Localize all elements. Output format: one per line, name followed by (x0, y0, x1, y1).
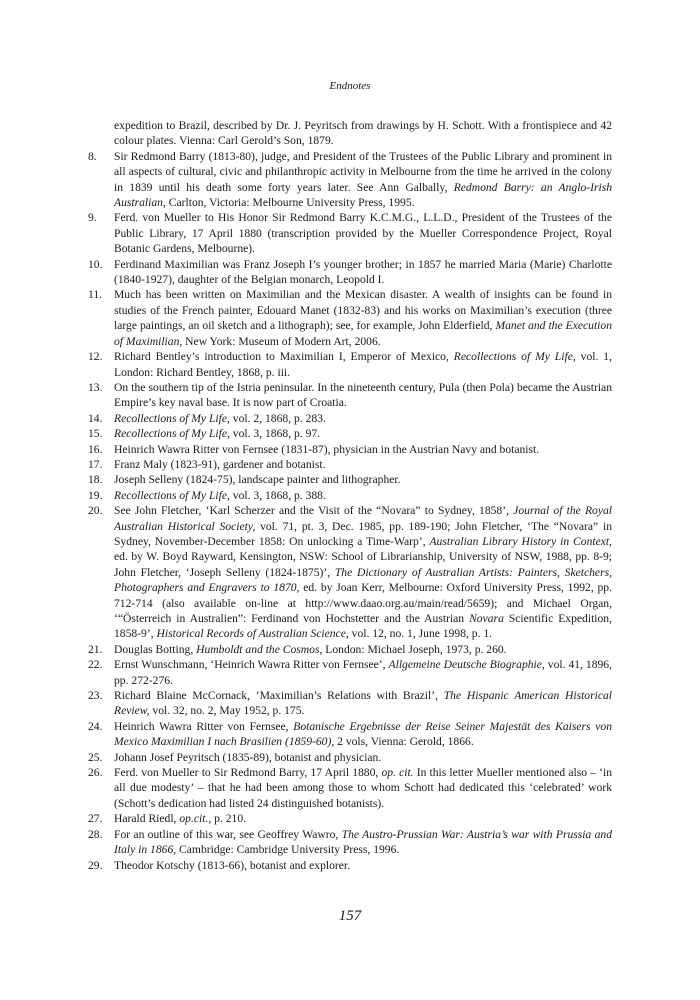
endnote-item (88, 750, 612, 765)
endnote-text (114, 765, 612, 811)
endnote-text-part: Douglas Botting, (114, 642, 197, 656)
endnote-text-part: Scientific Expedition, 1858-9’, (114, 612, 612, 641)
endnote-text-part: Joseph Selleny (1824-75), landscape painter and lithographer. (114, 473, 401, 487)
endnote-text-part: vol. 41, 1896, pp. 272-276. (114, 658, 612, 687)
endnote-item (88, 380, 612, 411)
endnote-item (88, 287, 612, 349)
endnote-text-part: , London: Michael Joseph, 1973, p. 260. (319, 642, 507, 656)
endnote-italic-title: Allgemeine Deutsche Biographie, (388, 658, 545, 672)
endnote-text-part: vol. 3, 1868, p. 388. (229, 488, 326, 502)
endnote-text-part: vol. 32, no. 2, May 1952, p. 175. (149, 704, 305, 718)
endnote-number: 12. (88, 350, 103, 364)
endnote-number: 23. (88, 689, 103, 703)
endnote-text-part: Franz Maly (1823-91), gardener and botanist. (114, 457, 326, 471)
endnote-number: 17. (88, 457, 103, 471)
endnote-text-part: Ferd. von Mueller to His Honor Sir Redmond Barry K.C.M.G., L.L.D., President of the Trustees of the Public Library, 17 April 1880 (transcription provided by the Mueller Correspondence Project, Royal Botanic Gardens, Melbourne). (114, 211, 612, 256)
endnote-number: 24. (88, 719, 103, 733)
endnote-text (114, 827, 612, 858)
endnote-text-part: ed. by W. Boyd Rayward, Kensington, NSW: School of Librarianship, University of NSW, 1988, pp. 8-9; John Fletcher, ‘Joseph Selleny (1824-1875)’, (114, 550, 612, 579)
endnote-text-part: Theodor Kotschy (1813-66), botanist and explorer. (114, 858, 351, 872)
endnote-text-part: On the southern tip of the Istria peninsular. In the nineteenth century, Pula (then Pola) became the Austrian Empire’s key naval base. It is now part of Croatia. (114, 380, 612, 410)
endnote-text (114, 811, 612, 826)
endnote-text-part: vol. 71, pt. 3, Dec. 1985, pp. 189-190; John Fletcher, ‘The “Novara” in Sydney, November-December 1858: On unlocking a Time-Warp’, (114, 519, 612, 548)
endnote-number: 10. (88, 257, 103, 271)
endnotes-list (88, 118, 612, 873)
endnote-italic-title: The Austro-Prussian War: Austria’s war with Prussia and Italy in 1866 (114, 827, 612, 857)
endnote-text-part: See John Fletcher, ‘Karl Scherzer and the Visit of the “Novara” to Sydney, 1858’, (114, 504, 514, 518)
endnote-item (88, 426, 612, 441)
endnote-number: 25. (88, 750, 103, 764)
endnote-item (88, 210, 612, 256)
endnote-text (114, 457, 612, 472)
endnote-italic-title: Novara (469, 612, 504, 625)
endnote-text-part: , Cambridge: Cambridge University Press, 1996. (173, 843, 400, 857)
endnote-italic-title: Recollections of My Life, (114, 427, 230, 441)
endnote-italic-title: Historical Records of Australian Science, (156, 627, 349, 641)
endnote-number: 11. (88, 288, 103, 302)
endnote-item (88, 858, 612, 873)
endnote-item (88, 657, 612, 688)
endnote-text-part: p. 210. (211, 812, 247, 826)
endnote-item (88, 811, 612, 826)
endnote-italic-title: Manet and the Execution of Maximilian (114, 319, 612, 348)
endnote-text (114, 349, 612, 380)
endnote-text (114, 719, 612, 750)
endnote-number: 8. (88, 149, 97, 163)
endnote-text (114, 472, 612, 487)
endnote-item (88, 765, 612, 811)
endnote-text (114, 657, 612, 688)
endnote-italic-title: The Dictionary of Australian Artists: Painters, Sketchers, Photographers and Engravers to 1870, (114, 565, 612, 595)
endnote-italic-title: Recollections of My Life, (114, 488, 230, 502)
endnote-item (88, 688, 612, 719)
endnote-number: 29. (88, 858, 103, 872)
endnote-item (88, 503, 612, 642)
endnote-text (114, 287, 612, 349)
endnote-text-part: Sir Redmond Barry (1813-80), judge, and President of the Trustees of the Public Library and prominent in all aspects of cultural, civic and philanthropic activity in Melbourne from the time he arrived in the colony in 1839 until his death some forty years later. See Ann Galbally, (114, 149, 612, 194)
endnote-text-part: , 2 vols, Vienna: Gerold, 1866. (331, 735, 474, 749)
endnote-text-part: Heinrich Wawra Ritter von Fernsee, (114, 719, 294, 733)
endnote-item (88, 442, 612, 457)
endnote-item (88, 488, 612, 503)
endnote-text-part: Ferd. von Mueller to Sir Redmond Barry, 17 April 1880, (114, 766, 382, 780)
endnote-text-part: Johann Josef Peyritsch (1835-89), botanist and physician. (114, 750, 382, 764)
endnote-italic-title: Journal of the Royal Australian Historical Society, (114, 504, 612, 533)
endnote-text (114, 858, 612, 873)
endnote-number: 26. (88, 766, 103, 780)
endnote-text-part: Heinrich Wawra Ritter von Fernsee (1831-87), physician in the Austrian Navy and botanist. (114, 442, 540, 456)
endnote-number: 18. (88, 473, 103, 487)
endnote-italic-title: op.cit., (179, 812, 212, 826)
running-head: Endnotes (329, 80, 371, 92)
endnote-number: 27. (88, 812, 103, 826)
endnote-text-part: , New York: Museum of Modern Art, 2006. (179, 334, 381, 348)
endnote-italic-title: Humboldt and the Cosmos (196, 642, 320, 656)
endnote-number: 13. (88, 380, 103, 394)
endnote-text-part: vol. 3, 1868, p. 97. (229, 427, 321, 441)
endnote-italic-title: Redmond Barry: an Anglo-Irish Australian (114, 180, 613, 210)
endnote-text-part: ed. by Joan Kerr, Melbourne: Oxford University Press, 1992, pp. 712-714 (also available on-line at http://www.daao.org.au/main/read/5659); and Michael Organ, ‘“Österreich in Australien”: Ferdinand von Hochstetter and the Austrian (114, 581, 613, 625)
endnote-italic-title: Botanische Ergebnisse der Reise Seiner Majestät des Kaisers von Mexico Maximilian I nach Brasilien (1859-60) (114, 719, 612, 749)
endnote-text-part: vol. 1, London: Richard Bentley, 1868, p. iii. (114, 350, 612, 379)
endnote-text (114, 488, 612, 503)
endnote-item (88, 149, 612, 211)
endnote-text-part: For an outline of this war, see Geoffrey Wawro, (114, 827, 342, 841)
endnote-text (114, 380, 612, 411)
endnote-number: 21. (88, 642, 103, 656)
endnote-italic-title: op. cit. (381, 766, 414, 780)
endnote-number: 22. (88, 658, 103, 672)
endnote-text (114, 411, 612, 426)
page-number: 157 (338, 908, 362, 924)
endnote-text-part: vol. 2, 1868, p. 283. (229, 411, 326, 425)
endnote-number: 19. (88, 488, 103, 502)
endnote-text (114, 503, 612, 642)
endnote-text-part: Richard Blaine McCornack, ‘Maximilian’s Relations with Brazil’, (114, 689, 444, 703)
endnote-text-part: In this letter Mueller mentioned also – ‘in all due modesty’ – that he had been among those to whom Schott had dedicated this ‘celebrated’ work (Schott’s dedication had listed 24 distinguished botanists). (114, 766, 612, 810)
endnote-text (114, 442, 612, 457)
endnote-italic-title: Recollections of My Life, (453, 350, 576, 364)
endnote-item (88, 257, 612, 288)
endnote-item (88, 827, 612, 858)
endnote-item (88, 719, 612, 750)
endnote-text (114, 257, 612, 288)
endnote-text (114, 750, 612, 765)
endnote-text-part: vol. 12, no. 1, June 1998, p. 1. (348, 627, 493, 641)
endnote-italic-title: Recollections of My Life, (114, 411, 230, 425)
endnotes-container (88, 149, 612, 873)
endnote-item (88, 472, 612, 487)
endnote-text (114, 149, 612, 211)
endnote-number: 14. (88, 411, 103, 425)
endnote-text (114, 210, 612, 256)
endnote-text-part: Ferdinand Maximilian was Franz Joseph I’s younger brother; in 1857 he married Maria (Marie) Charlotte (1840-1927), daughter of the Belgian monarch, Leopold I. (114, 257, 612, 287)
endnote-text-part: , Carlton, Victoria: Melbourne University Press, 1995. (162, 196, 415, 210)
endnote-number: 28. (88, 827, 103, 841)
endnote-text-part: Richard Bentley’s introduction to Maximilian I, Emperor of Mexico, (114, 350, 454, 364)
endnote-text (114, 688, 612, 719)
endnote-item (88, 642, 612, 657)
endnote-number: 15. (88, 427, 103, 441)
endnote-item (88, 457, 612, 472)
endnote-text (114, 642, 612, 657)
endnote-continuation: expedition to Brazil, described by Dr. J. Peyritsch from drawings by H. Schott. With a frontispiece and 42 colour plates. Vienna: Carl Gerold’s Son, 1879. (114, 119, 612, 148)
endnote-number: 16. (88, 442, 103, 456)
endnote-text (114, 426, 612, 441)
endnote-italic-title: Australian Library History in Context, (429, 534, 612, 548)
endnote-number: 20. (88, 504, 103, 518)
endnote-text-part: Ernst Wunschmann, ‘Heinrich Wawra Ritter von Fernsee’, (114, 658, 389, 672)
endnote-italic-title: The Hispanic American Historical Review, (114, 689, 612, 718)
endnote-item (88, 349, 612, 380)
endnote-number: 9. (88, 211, 97, 225)
endnote-text-part: Harald Riedl, (114, 812, 180, 826)
endnote-item (88, 411, 612, 426)
endnote-text-part: Much has been written on Maximilian and the Mexican disaster. A wealth of insights can be found in studies of the French painter, Edouard Manet (1832-83) and his works on Maximilian’s execution (three large paintings, an oil sketch and a lithograph); see, for example, John Elderfield, (114, 288, 612, 333)
